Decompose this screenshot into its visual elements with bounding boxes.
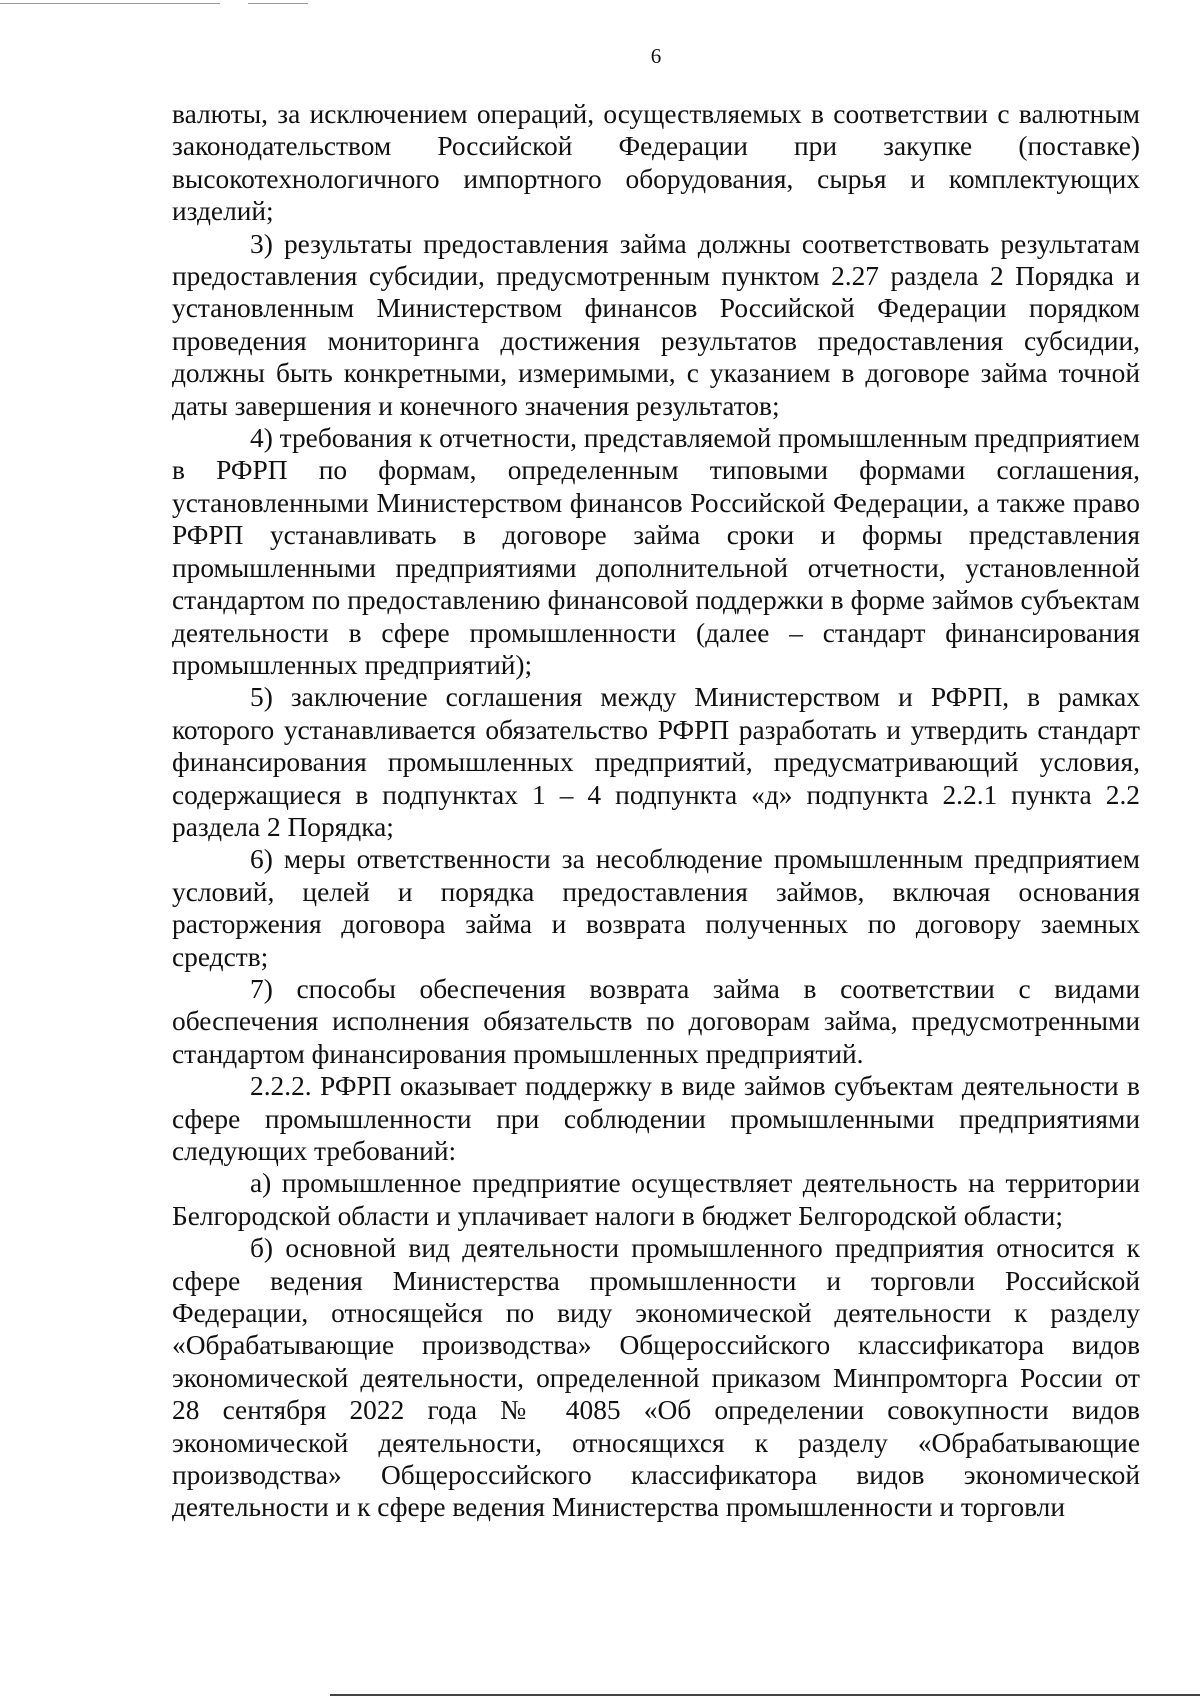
- body-text: [172, 98, 1140, 1524]
- paragraph-item-b: б) основной вид деятельности промышленного предприятия относится к сфере ведения Министерства промышленности и торговли Российской Федерации, относящейся по виду экономической деятельности к разделу «Обрабатывающие производства» Общероссийского классификатора видов экономической деятельности, определенной приказом Минпромторга России от 28 сентября 2022 года № 4085 «Об определении совокупности видов экономической деятельности, относящихся к разделу «Обрабатывающие производства» Общероссийского классификатора видов экономической деятельности и к сфере ведения Министерства промышленности и торговли: [172, 1233, 1140, 1523]
- paragraph-item-4: 4) требования к отчетности, представляемой промышленным предприятием в РФРП по формам, определенным типовыми формами соглашения, установленными Министерством финансов Российской Федерации, а также право РФРП устанавливать в договоре займа сроки и формы представления промышленными предприятиями дополнительной отчетности, установленной стандартом по предоставлению финансовой поддержки в форме займов субъектам деятельности в сфере промышленности (далее – стандарт финансирования промышленных предприятий);: [172, 423, 1140, 680]
- paragraph-section-2-2-2: 2.2.2. РФРП оказывает поддержку в виде займов субъектам деятельности в сфере промышленности при соблюдении промышленными предприятиями следующих требований:: [172, 1071, 1140, 1166]
- scan-edge-line: [330, 1694, 1200, 1696]
- paragraph-item-6: 6) меры ответственности за несоблюдение промышленным предприятием условий, целей и порядка предоставления займов, включая основания расторжения договора займа и возврата полученных по договору заемных средств;: [172, 844, 1140, 972]
- scan-edge-line: [248, 3, 308, 4]
- paragraph-item-7: 7) способы обеспечения возврата займа в соответствии с видами обеспечения исполнения обязательств по договорам займа, предусмотренными стандартом финансирования промышленных предприятий.: [172, 973, 1140, 1069]
- scan-edge-line: [0, 3, 220, 4]
- paragraph-item-5: 5) заключение соглашения между Министерством и РФРП, в рамках которого устанавливается обязательство РФРП разработать и утвердить стандарт финансирования промышленных предприятий, предусматривающий условия, содержащиеся в подпунктах 1 – 4 подпункта «д» подпункта 2.2.1 пункта 2.2 раздела 2 Порядка;: [172, 682, 1140, 842]
- paragraph-continuation: валюты, за исключением операций, осуществляемых в соответствии с валютным законодательством Российской Федерации при закупке (поставке) высокотехнологичного импортного оборудования, сырья и комплектующих изделий;: [172, 99, 1140, 227]
- paragraph-item-a: а) промышленное предприятие осуществляет деятельность на территории Белгородской области и уплачивает налоги в бюджет Белгородской области;: [172, 1168, 1140, 1231]
- page-number: 6: [650, 44, 662, 68]
- paragraph-item-3: 3) результаты предоставления займа должны соответствовать результатам предоставления субсидии, предусмотренным пунктом 2.27 раздела 2 Порядка и установленным Министерством финансов Российской Федерации порядком проведения мониторинга достижения результатов предоставления субсидии, должны быть конкретными, измеримыми, с указанием в договоре займа точной даты завершения и конечного значения результатов;: [172, 228, 1140, 421]
